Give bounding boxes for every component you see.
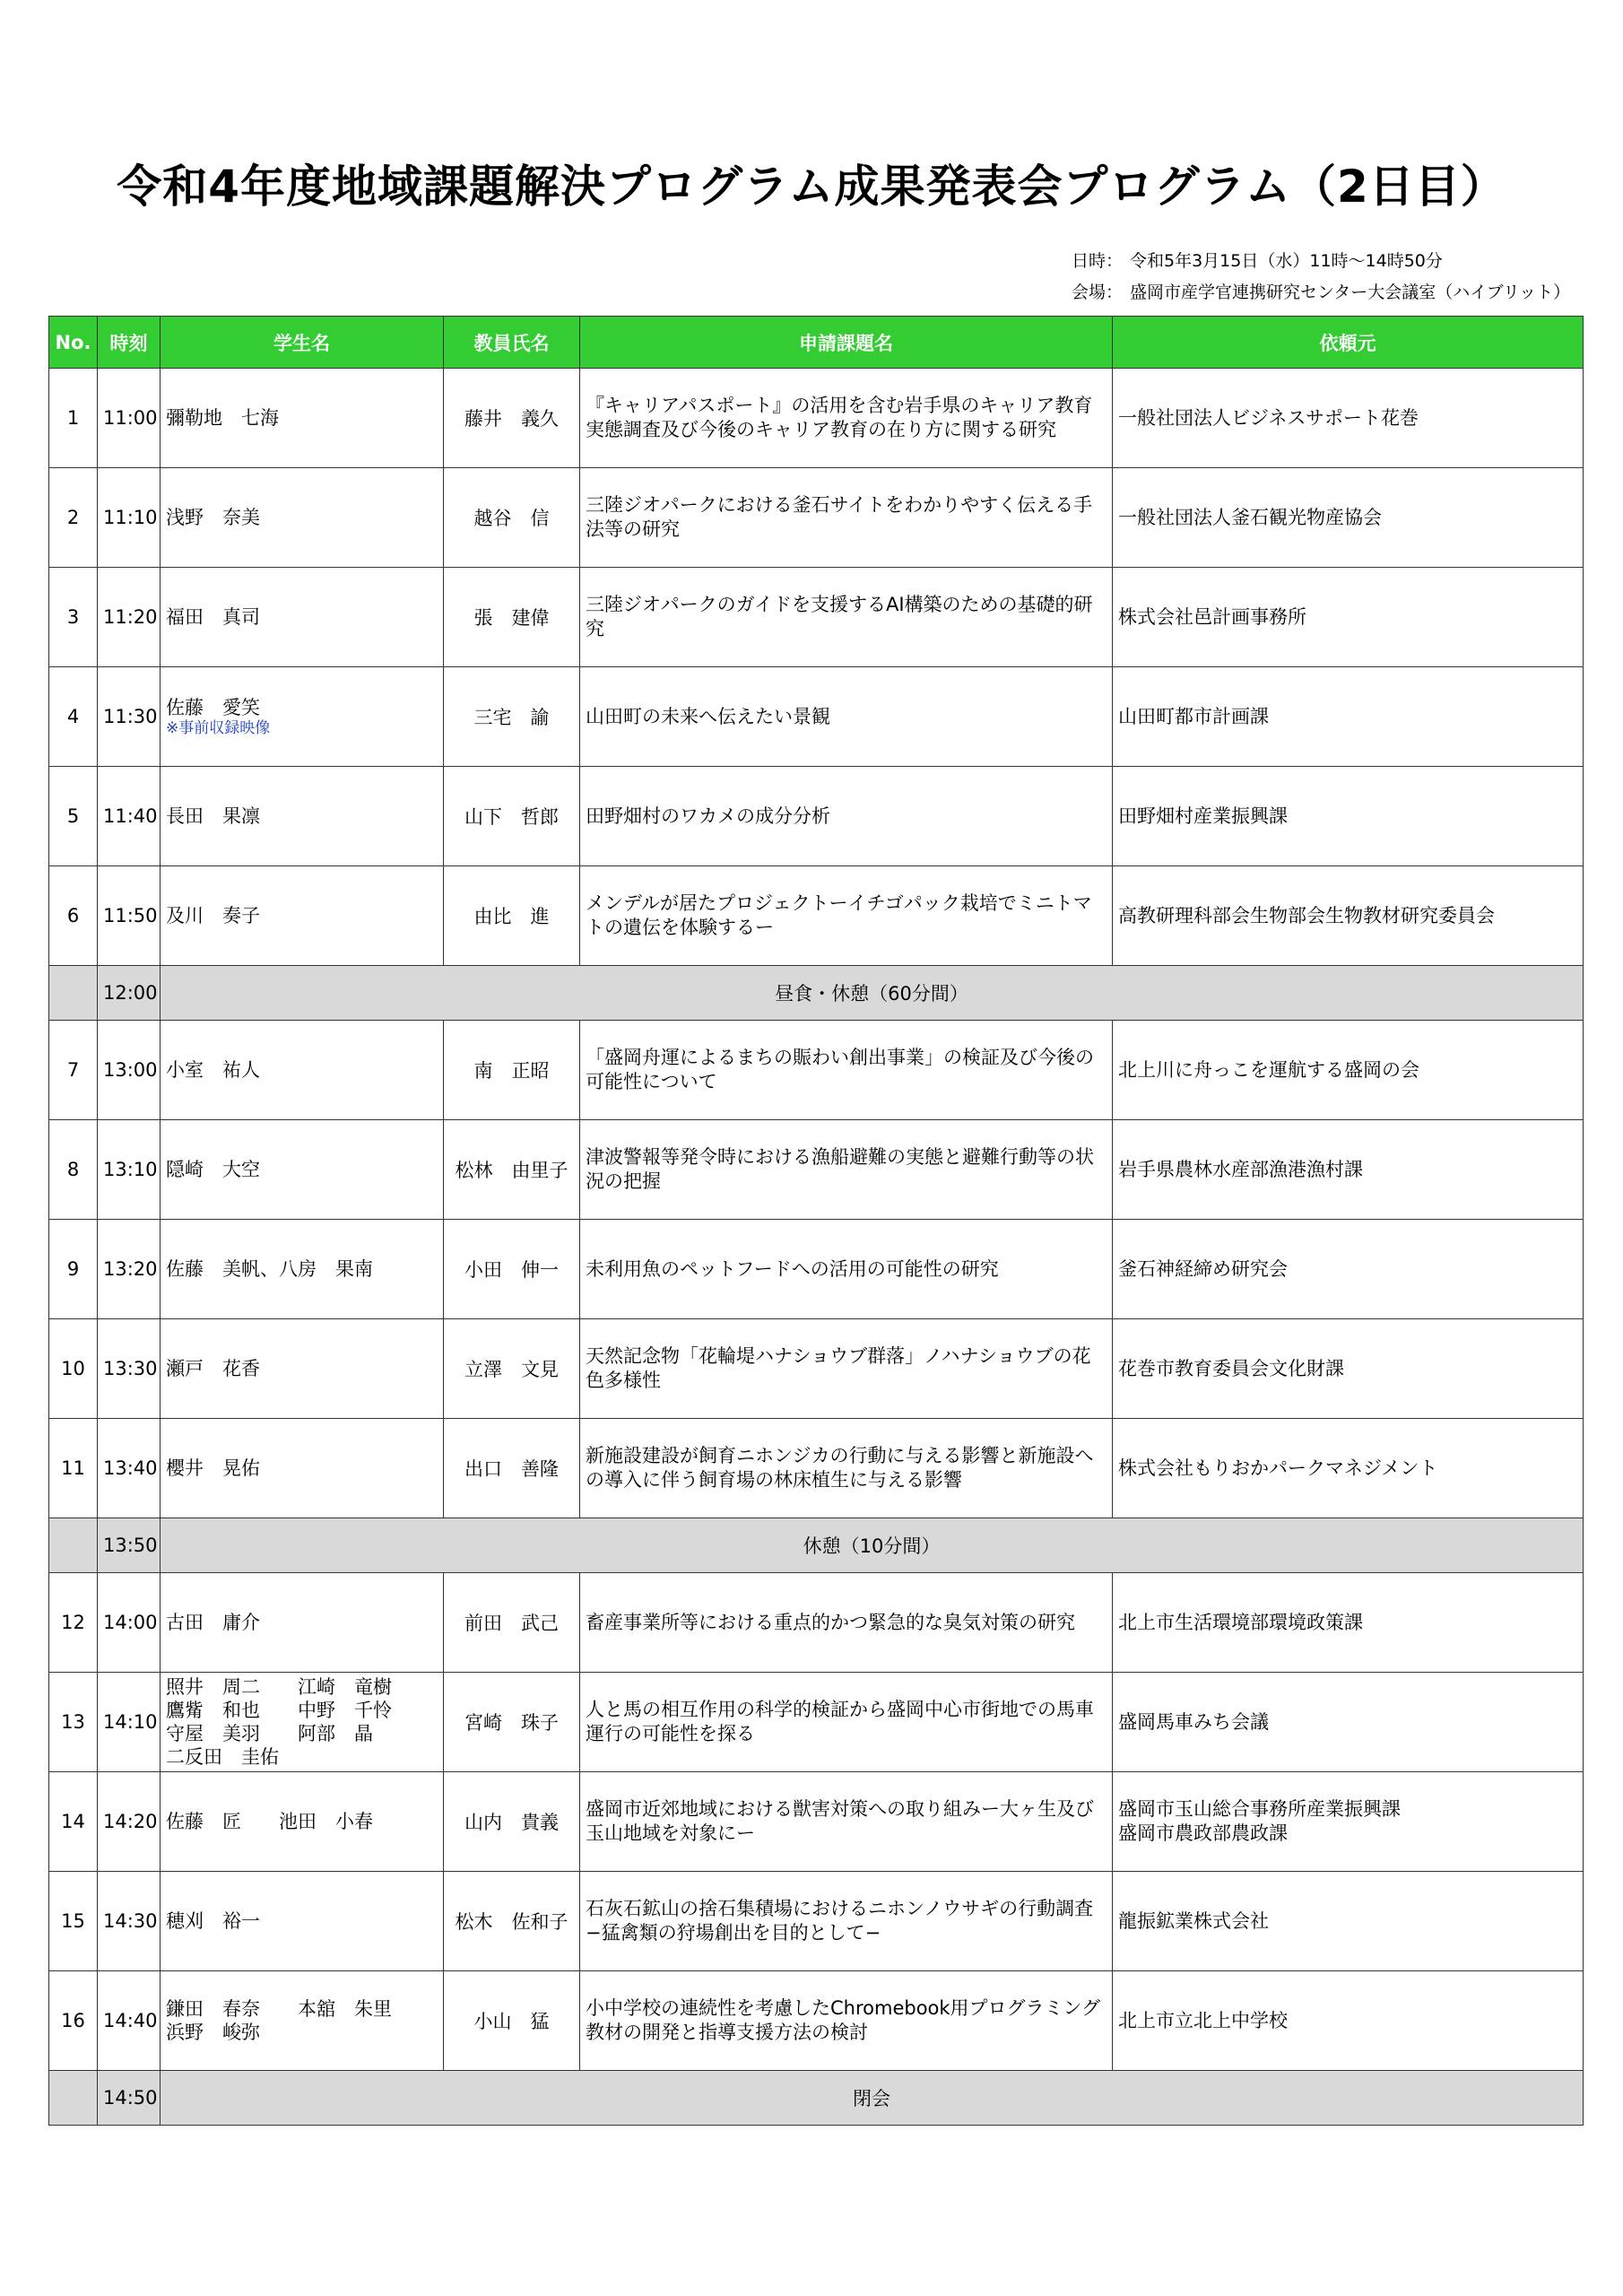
teacher-cell: 松林 由里子 [444,1120,580,1220]
topic-cell: 人と馬の相互作用の科学的検証から盛岡中心市街地での馬車運行の可能性を探る [580,1673,1113,1772]
topic-cell: 天然記念物「花輪堤ハナショウブ群落」ノハナショウブの花色多様性 [580,1319,1113,1419]
student-cell [161,568,444,667]
teacher-cell: 三宅 諭 [444,667,580,767]
student-cell [161,1220,444,1319]
teacher-cell: 宮崎 珠子 [444,1673,580,1772]
no-cell: 16 [49,1971,98,2071]
client-cell: 龍振鉱業株式会社 [1113,1872,1584,1971]
teacher-cell: 山下 哲郎 [444,767,580,866]
client-cell: 盛岡市玉山総合事務所産業振興課 盛岡市農政部農政課 [1113,1772,1584,1872]
time-cell: 11:50 [98,866,161,966]
no-cell: 12 [49,1573,98,1673]
student-cell [161,1673,444,1772]
student-names: 穂刈 裕一 [166,1910,260,1932]
time-cell: 14:10 [98,1673,161,1772]
table-row [49,1220,1584,1319]
topic-cell: メンデルが居たプロジェクトーイチゴパック栽培でミニトマトの遺伝を体験するー [580,866,1113,966]
table-row [49,866,1584,966]
break-label: 昼食・休憩（60分間） [161,966,1584,1021]
client-cell: 北上市生活環境部環境政策課 [1113,1573,1584,1673]
client-cell: 田野畑村産業振興課 [1113,767,1584,866]
student-names: 福田 真司 [166,606,260,628]
break-no-cell [49,2071,98,2126]
table-row [49,767,1584,866]
program-table [48,316,1584,2126]
client-cell: 一般社団法人ビジネスサポート花巻 [1113,369,1584,468]
student-cell [161,1573,444,1673]
client-cell: 一般社団法人釜石観光物産協会 [1113,468,1584,568]
break-label: 閉会 [161,2071,1584,2126]
no-cell: 4 [49,667,98,767]
student-cell [161,1772,444,1872]
table-row [49,1319,1584,1419]
time-cell: 12:00 [98,966,161,1021]
no-cell: 2 [49,468,98,568]
break-no-cell [49,966,98,1021]
no-cell: 6 [49,866,98,966]
student-names: 浅野 奈美 [166,507,260,528]
student-cell [161,1021,444,1120]
client-cell: 高教研理科部会生物部会生物教材研究委員会 [1113,866,1584,966]
time-cell: 13:40 [98,1419,161,1518]
student-names: 佐藤 美帆、八房 果南 [166,1258,373,1280]
no-cell: 10 [49,1319,98,1419]
student-names: 櫻井 晃佑 [166,1457,260,1479]
no-cell: 8 [49,1120,98,1220]
client-cell: 山田町都市計画課 [1113,667,1584,767]
client-cell: 株式会社邑計画事務所 [1113,568,1584,667]
student-cell [161,767,444,866]
topic-cell: 三陸ジオパークにおける釜石サイトをわかりやすく伝える手法等の研究 [580,468,1113,568]
topic-cell: 小中学校の連続性を考慮したChromebook用プログラミング教材の開発と指導支援方法の検討 [580,1971,1113,2071]
teacher-cell: 小田 伸一 [444,1220,580,1319]
teacher-cell: 藤井 義久 [444,369,580,468]
student-names: 照井 周二 江崎 竜樹 鷹觜 和也 中野 千怜 守屋 美羽 阿部 晶 二反田 圭佑 [166,1676,392,1768]
table-row [49,1021,1584,1120]
table-row [49,1772,1584,1872]
client-cell: 岩手県農林水産部漁港漁村課 [1113,1120,1584,1220]
time-cell: 14:00 [98,1573,161,1673]
time-cell: 13:00 [98,1021,161,1120]
time-cell: 11:20 [98,568,161,667]
break-no-cell [49,1518,98,1573]
recording-note: ※事前収録映像 [166,719,271,737]
student-names: 佐藤 匠 池田 小春 [166,1811,373,1832]
venue-line [1058,279,1570,303]
student-names: 古田 庸介 [166,1612,260,1633]
no-cell: 1 [49,369,98,468]
time-cell: 11:30 [98,667,161,767]
venue-label: 会場： [1071,283,1123,302]
date-line [1058,248,1443,272]
break-label: 休憩（10分間） [161,1518,1584,1573]
table-row [49,1971,1584,2071]
time-cell: 11:00 [98,369,161,468]
client-cell: 北上市立北上中学校 [1113,1971,1584,2071]
teacher-cell: 由比 進 [444,866,580,966]
header-topic: 申請課題名 [580,317,1113,369]
teacher-cell: 前田 武己 [444,1573,580,1673]
time-cell: 14:50 [98,2071,161,2126]
header-time: 時刻 [98,317,161,369]
student-cell [161,1872,444,1971]
topic-cell: 『キャリアパスポート』の活用を含む岩手県のキャリア教育実態調査及び今後のキャリア教育の在り方に関する研究 [580,369,1113,468]
break-row [49,2071,1584,2126]
student-cell [161,468,444,568]
topic-cell: 津波警報等発令時における漁船避難の実態と避難行動等の状況の把握 [580,1120,1113,1220]
student-names: 瀬戸 花香 [166,1358,260,1379]
header-no: No. [49,317,98,369]
venue-value: 盛岡市産学官連携研究センター大会議室（ハイブリット） [1130,283,1571,302]
client-cell: 花巻市教育委員会文化財課 [1113,1319,1584,1419]
teacher-cell: 南 正昭 [444,1021,580,1120]
teacher-cell: 出口 善隆 [444,1419,580,1518]
time-cell: 14:30 [98,1872,161,1971]
topic-cell: 「盛岡舟運によるまちの賑わい創出事業」の検証及び今後の可能性について [580,1021,1113,1120]
topic-cell: 田野畑村のワカメの成分分析 [580,767,1113,866]
table-row [49,1872,1584,1971]
topic-cell: 山田町の未来へ伝えたい景観 [580,667,1113,767]
no-cell: 11 [49,1419,98,1518]
topic-cell: 未利用魚のペットフードへの活用の可能性の研究 [580,1220,1113,1319]
table-header-row [49,317,1584,369]
no-cell: 15 [49,1872,98,1971]
time-cell: 11:40 [98,767,161,866]
no-cell: 9 [49,1220,98,1319]
table-row [49,1573,1584,1673]
teacher-cell: 張 建偉 [444,568,580,667]
teacher-cell: 立澤 文見 [444,1319,580,1419]
date-value: 令和5年3月15日（水）11時～14時50分 [1130,251,1443,271]
table-row [49,667,1584,767]
teacher-cell: 小山 猛 [444,1971,580,2071]
client-cell: 釜石神経締め研究会 [1113,1220,1584,1319]
date-label: 日時： [1071,251,1123,271]
topic-cell: 新施設建設が飼育ニホンジカの行動に与える影響と新施設への導入に伴う飼育場の林床植生に与える影響 [580,1419,1113,1518]
page-title: 令和4年度地域課題解決プログラム成果発表会プログラム（2日目） [117,161,1506,213]
topic-cell: 石灰石鉱山の捨石集積場におけるニホンノウサギの行動調査−猛禽類の狩場創出を目的として− [580,1872,1113,1971]
time-cell: 13:10 [98,1120,161,1220]
table-row [49,369,1584,468]
student-cell [161,667,444,767]
client-cell: 株式会社もりおかパークマネジメント [1113,1419,1584,1518]
teacher-cell: 越谷 信 [444,468,580,568]
topic-cell: 畜産事業所等における重点的かつ緊急的な臭気対策の研究 [580,1573,1113,1673]
time-cell: 13:20 [98,1220,161,1319]
student-names: 及川 奏子 [166,905,260,926]
client-cell: 盛岡馬車みち会議 [1113,1673,1584,1772]
time-cell: 13:50 [98,1518,161,1573]
teacher-cell: 松木 佐和子 [444,1872,580,1971]
break-row [49,1518,1584,1573]
student-cell [161,1971,444,2071]
student-cell [161,1120,444,1220]
table-row [49,1673,1584,1772]
student-cell [161,866,444,966]
table-row [49,1419,1584,1518]
teacher-cell: 山内 貴義 [444,1772,580,1872]
student-names: 小室 祐人 [166,1059,260,1081]
no-cell: 14 [49,1772,98,1872]
student-names: 彌勒地 七海 [166,407,279,429]
student-names: 隠崎 大空 [166,1159,260,1180]
header-client: 依頼元 [1113,317,1584,369]
time-cell: 11:10 [98,468,161,568]
topic-cell: 三陸ジオパークのガイドを支援するAI構築のための基礎的研究 [580,568,1113,667]
student-cell [161,369,444,468]
break-row [49,966,1584,1021]
table-row [49,1120,1584,1220]
table-row [49,568,1584,667]
student-names: 佐藤 愛笑 [166,697,260,718]
time-cell: 14:20 [98,1772,161,1872]
header-student: 学生名 [161,317,444,369]
time-cell: 14:40 [98,1971,161,2071]
student-names: 長田 果凛 [166,805,260,827]
no-cell: 5 [49,767,98,866]
topic-cell: 盛岡市近郊地域における獣害対策への取り組みー大ヶ生及び玉山地域を対象にー [580,1772,1113,1872]
no-cell: 7 [49,1021,98,1120]
no-cell: 13 [49,1673,98,1772]
client-cell: 北上川に舟っこを運航する盛岡の会 [1113,1021,1584,1120]
header-teacher: 教員氏名 [444,317,580,369]
student-cell [161,1419,444,1518]
no-cell: 3 [49,568,98,667]
student-names: 鎌田 春奈 本舘 朱里 浜野 峻弥 [166,1998,392,2043]
student-cell [161,1319,444,1419]
table-row [49,468,1584,568]
time-cell: 13:30 [98,1319,161,1419]
